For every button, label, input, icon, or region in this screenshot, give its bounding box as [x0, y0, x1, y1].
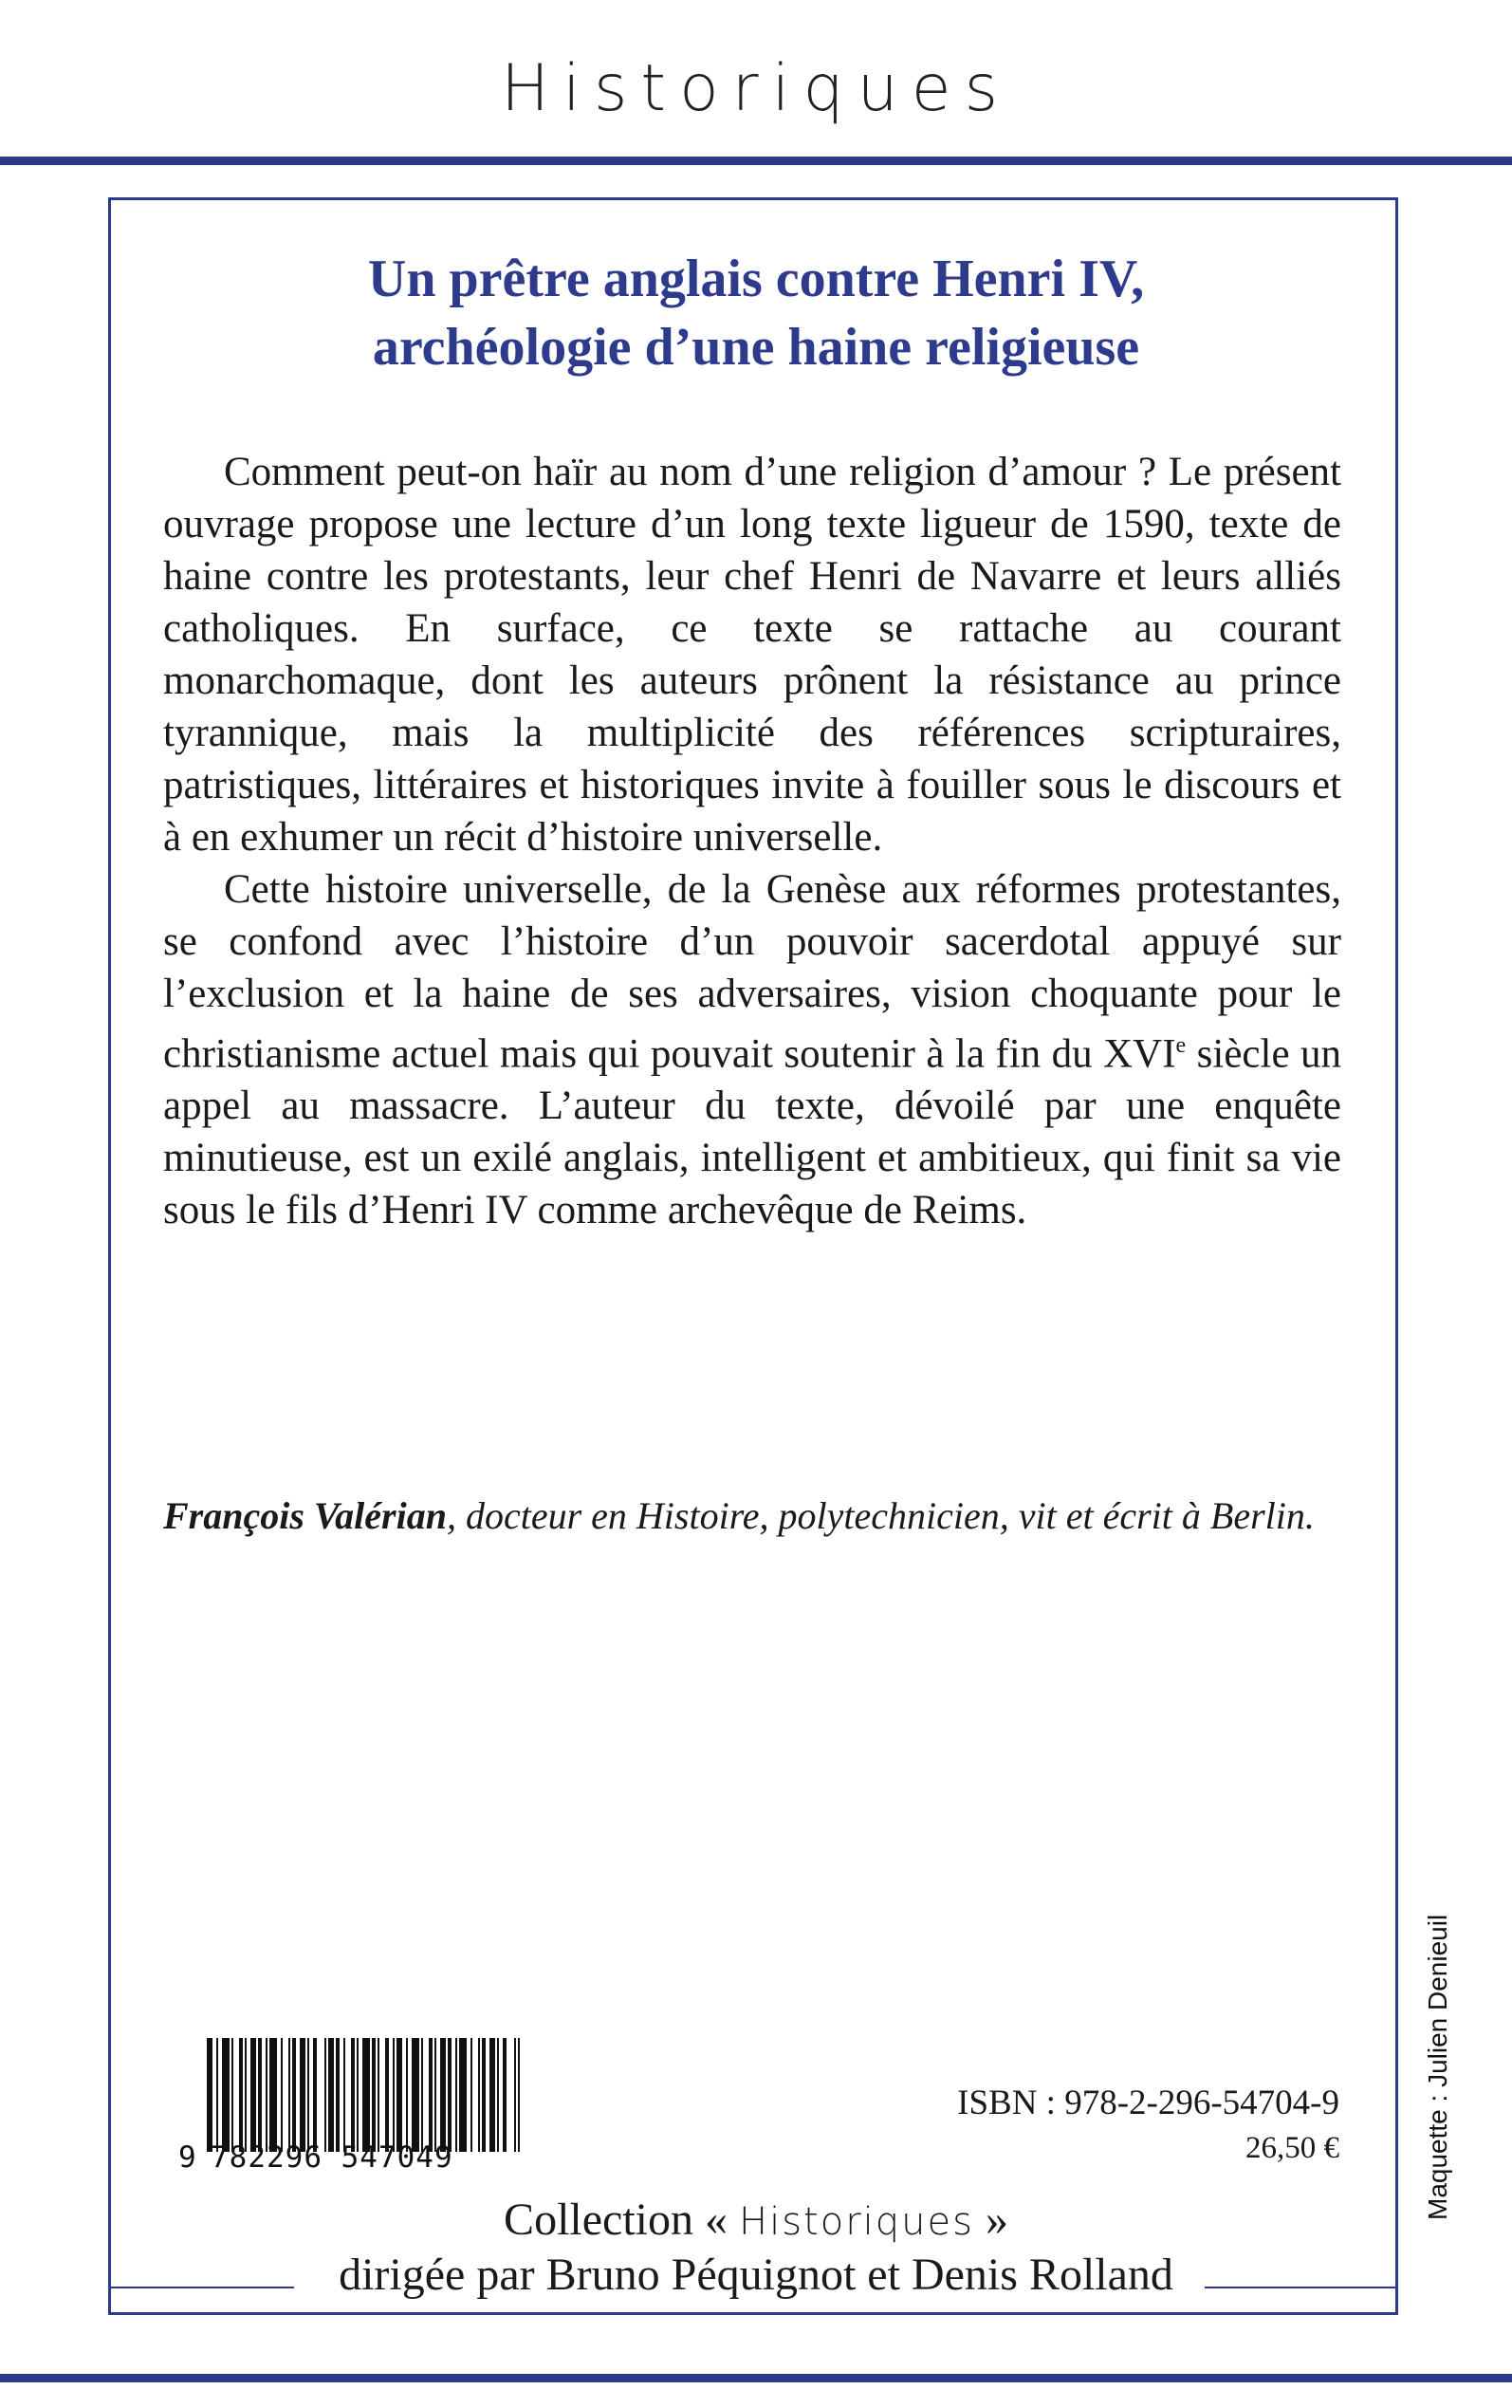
author-name: François Valérian	[163, 1494, 447, 1537]
barcode-bar	[421, 2038, 423, 2152]
right-divider	[1205, 2287, 1398, 2288]
barcode-first-digit: 9	[178, 2140, 197, 2175]
barcode-bar	[231, 2038, 233, 2152]
barcode-bar	[459, 2038, 467, 2152]
collection-suffix: »	[985, 2195, 1008, 2245]
barcode-bar	[448, 2038, 452, 2152]
barcode-bar	[357, 2038, 359, 2152]
directors-row	[0, 2245, 1512, 2306]
barcode-bar	[385, 2038, 389, 2152]
collection-directors: dirigée par Bruno Péquignot et Denis Rolland	[339, 2250, 1173, 2300]
blurb-p2-end: siècle un appel au massacre. L’auteur du texte, dévoilé par une enquête minutieuse, est un exilé anglais, intelligent et ambitieux, qui finit sa vie sous le fils d’Henri IV comme archevêque de Reims.	[163, 1031, 1341, 1233]
collection-series: Historiques	[739, 2200, 974, 2244]
barcode-bar	[324, 2038, 326, 2152]
barcode-bar	[470, 2038, 472, 2152]
barcode-bar	[351, 2038, 355, 2152]
barcode	[178, 2038, 524, 2178]
blurb-p2-start: Cette histoire universelle, de la Genèse aux réformes protestantes, se confond avec l’histoire d’un pouvoir sacerdotal appuyé sur l’exclusion et la haine de ses adversaires, vision choquante pour le christianisme actuel mais qui pouvait soutenir à la fin du XVI	[163, 867, 1341, 1077]
barcode-bar	[396, 2038, 402, 2152]
barcode-bar	[269, 2038, 277, 2152]
barcode-bar	[343, 2038, 345, 2152]
blurb-paragraph-1: Comment peut-on haïr au nom d’une religion d’amour ? Le présent ouvrage propose une lecture d’un long texte ligueur de 1590, texte de haine contre les protestants, leur chef Henri de Navarre et leurs alliés catholiques. En surface, ce texte se rattache au courant monarchomaque, dont les auteurs prônent la résistance au prince tyrannique, mais la multiplicité des références scripturaires, patristiques, littéraires et historiques invite à fouiller sous le discours et à en exhumer un récit d’histoire universelle.	[163, 450, 1341, 860]
barcode-bar	[393, 2038, 395, 2152]
isbn: ISBN : 978-2-296-54704-9	[957, 2084, 1339, 2122]
barcode-bar	[497, 2038, 499, 2152]
price: 26,50 €	[1245, 2131, 1339, 2165]
author-bio: , docteur en Histoire, polytechnicien, vit et écrit à Berlin.	[446, 1494, 1315, 1537]
barcode-bar	[434, 2038, 436, 2152]
barcode-bar	[412, 2038, 419, 2152]
barcode-bar	[372, 2038, 376, 2152]
barcode-bar	[478, 2038, 480, 2152]
barcode-bar	[207, 2038, 212, 2152]
barcode-bar	[503, 2038, 507, 2152]
barcode-bar	[482, 2038, 486, 2152]
barcode-bar	[489, 2038, 495, 2152]
barcode-bar	[300, 2038, 305, 2152]
barcode-bar	[216, 2038, 218, 2152]
barcode-number: 782296 547049	[211, 2140, 453, 2175]
barcode-bar	[292, 2038, 296, 2152]
barcode-bar	[362, 2038, 370, 2152]
barcode-bar	[266, 2038, 267, 2152]
top-rule	[0, 157, 1512, 165]
barcode-bar	[288, 2038, 290, 2152]
barcode-bar	[307, 2038, 309, 2152]
collection-prefix: Collection «	[504, 2195, 728, 2245]
barcode-bar	[429, 2038, 433, 2152]
barcode-bar	[313, 2038, 317, 2152]
barcode-bar	[328, 2038, 334, 2152]
barcode-bar	[336, 2038, 340, 2152]
title-line-2: archéologie d’une haine religieuse	[372, 318, 1140, 377]
barcode-bar	[258, 2038, 262, 2152]
blurb	[163, 446, 1341, 1236]
collection-line	[0, 2192, 1512, 2251]
barcode-bar	[406, 2038, 408, 2152]
barcode-bar	[455, 2038, 457, 2152]
barcode-bar	[281, 2038, 283, 2152]
author-note	[163, 1490, 1358, 1542]
barcode-bar	[245, 2038, 247, 2152]
title-line-1: Un prêtre anglais contre Henri IV,	[367, 250, 1145, 308]
barcode-bars	[207, 2038, 520, 2152]
design-credit: Maquette : Julien Denieuil	[1423, 1914, 1452, 2220]
series-header: Historiques	[500, 51, 1012, 126]
barcode-bar	[518, 2038, 520, 2152]
barcode-bar	[222, 2038, 230, 2152]
blurb-paragraph-2	[163, 863, 1341, 1236]
book-title	[190, 245, 1322, 381]
blurb-p2-superscript: e	[1175, 1033, 1187, 1058]
barcode-bar	[250, 2038, 256, 2152]
barcode-bar	[514, 2038, 516, 2152]
bottom-rule	[0, 2374, 1512, 2382]
barcode-bar	[239, 2038, 243, 2152]
barcode-bar	[378, 2038, 379, 2152]
barcode-bar	[440, 2038, 446, 2152]
